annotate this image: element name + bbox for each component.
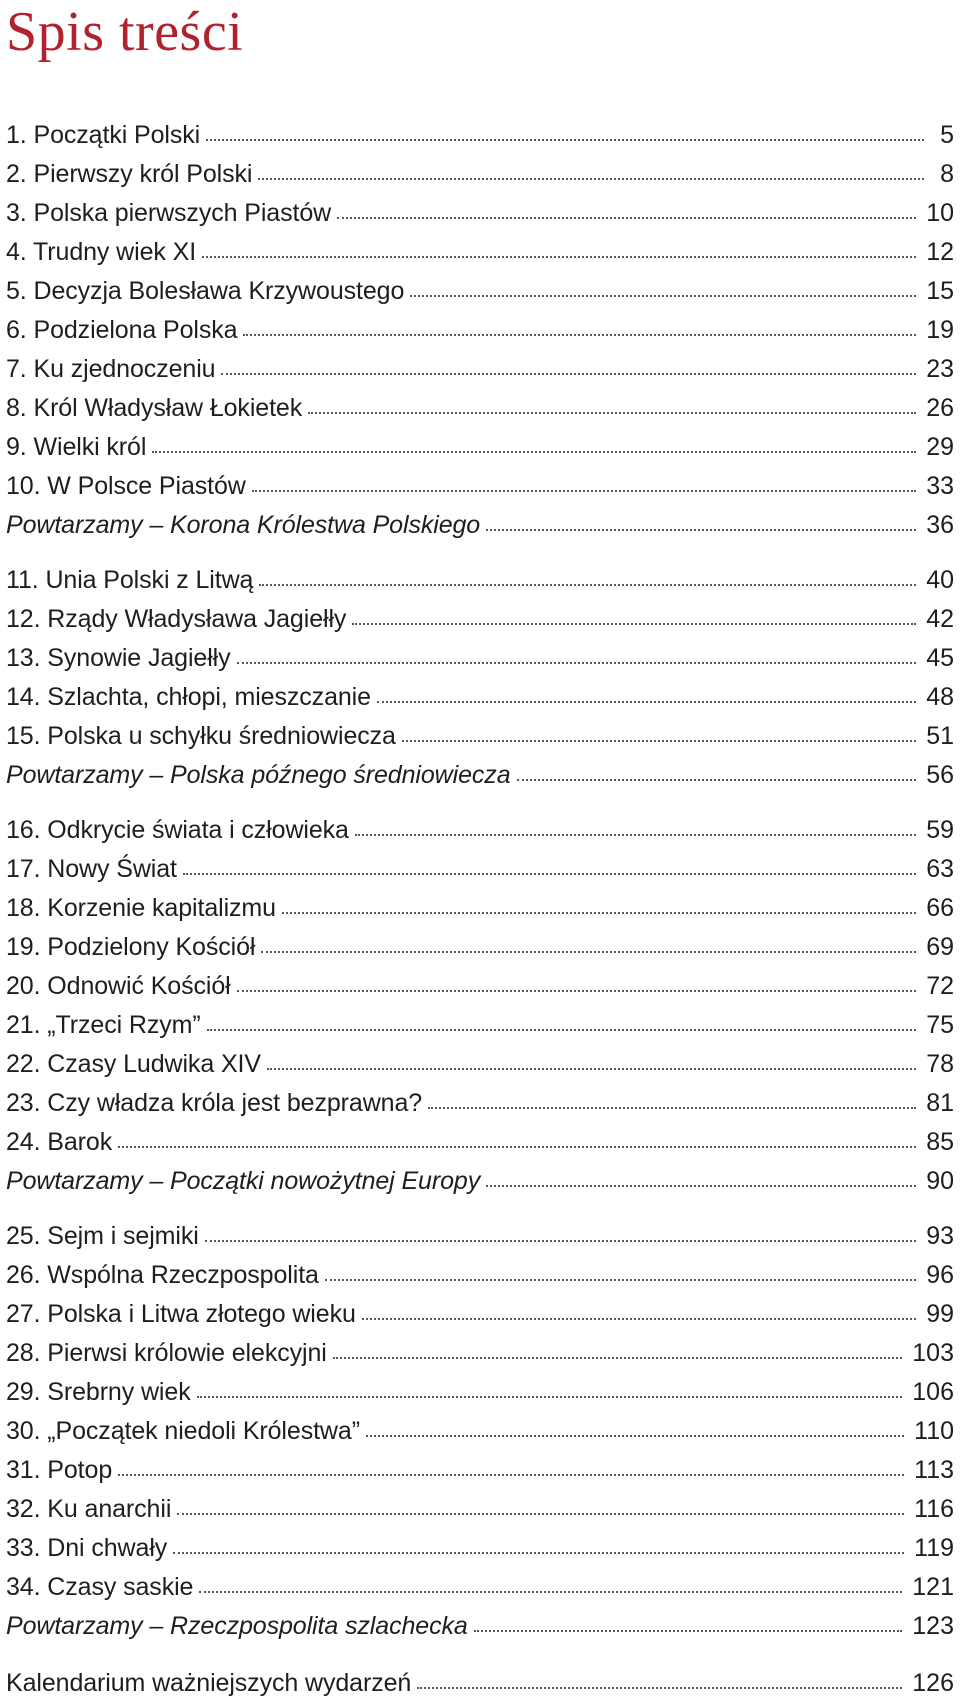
toc-entry-title: 22. Czasy Ludwika XIV bbox=[6, 1050, 261, 1078]
toc-entry-title: 18. Korzenie kapitalizmu bbox=[6, 894, 276, 922]
dot-leader bbox=[417, 1685, 902, 1689]
dot-leader bbox=[197, 1394, 903, 1398]
dot-leader bbox=[118, 1144, 916, 1148]
toc-entry[interactable] bbox=[6, 717, 958, 756]
toc-page-number: 103 bbox=[912, 1339, 954, 1367]
toc-page-number: 110 bbox=[914, 1417, 954, 1445]
toc-appendix-entry[interactable] bbox=[6, 1664, 958, 1703]
toc-entry-title: 15. Polska u schyłku średniowiecza bbox=[6, 722, 396, 750]
dot-leader bbox=[352, 621, 916, 625]
toc-entry[interactable] bbox=[6, 1490, 958, 1529]
dot-leader bbox=[337, 215, 916, 219]
page-title: Spis treści bbox=[6, 1, 244, 63]
dot-leader bbox=[517, 777, 917, 781]
toc-entry-title: 1. Początki Polski bbox=[6, 121, 201, 149]
dot-leader bbox=[183, 871, 916, 875]
dot-leader bbox=[258, 176, 924, 180]
toc-page-number: 106 bbox=[912, 1378, 954, 1406]
toc-entry[interactable] bbox=[6, 1334, 958, 1373]
toc-entry[interactable] bbox=[6, 350, 958, 389]
toc-page-number: 56 bbox=[926, 761, 954, 789]
dot-leader bbox=[486, 1183, 916, 1187]
toc-page-number: 23 bbox=[926, 355, 954, 383]
toc-entry-title: 14. Szlachta, chłopi, mieszczanie bbox=[6, 683, 371, 711]
toc-page-number: 51 bbox=[926, 722, 954, 750]
toc-entry-title: 16. Odkrycie świata i człowieka bbox=[6, 816, 349, 844]
dot-leader bbox=[486, 527, 916, 531]
toc-entry[interactable] bbox=[6, 1412, 958, 1451]
toc-page-number: 15 bbox=[926, 277, 954, 305]
toc-entry-title: Powtarzamy – Rzeczpospolita szlachecka bbox=[6, 1612, 468, 1640]
toc-entry[interactable] bbox=[6, 311, 958, 350]
toc-page-number: 113 bbox=[914, 1456, 954, 1484]
toc-entry-title: 6. Podzielona Polska bbox=[6, 316, 238, 344]
toc-entry[interactable] bbox=[6, 1373, 958, 1412]
toc-entry[interactable] bbox=[6, 1006, 958, 1045]
toc-entry-title: 27. Polska i Litwa złotego wieku bbox=[6, 1300, 356, 1328]
toc-entry-title: 33. Dni chwały bbox=[6, 1534, 168, 1562]
toc-page-number: 45 bbox=[926, 644, 954, 672]
toc-entry[interactable] bbox=[6, 1256, 958, 1295]
toc-entry[interactable] bbox=[6, 967, 958, 1006]
toc-entry-title: 20. Odnowić Kościół bbox=[6, 972, 231, 1000]
toc-entry[interactable] bbox=[6, 194, 958, 233]
toc-entry-title: Powtarzamy – Polska późnego średniowiecza bbox=[6, 761, 511, 789]
toc-entry-title: Kalendarium ważniejszych wydarzeń bbox=[6, 1669, 412, 1697]
toc-entry-title: 34. Czasy saskie bbox=[6, 1573, 194, 1601]
dot-leader bbox=[410, 293, 916, 297]
toc-entry[interactable] bbox=[6, 928, 958, 967]
toc-page-number: 121 bbox=[912, 1573, 954, 1601]
toc-page-number: 19 bbox=[926, 316, 954, 344]
toc-page-number: 8 bbox=[940, 160, 954, 188]
dot-leader bbox=[402, 738, 916, 742]
dot-leader bbox=[325, 1277, 916, 1281]
toc-entry[interactable] bbox=[6, 116, 958, 155]
toc-entry-title: 11. Unia Polski z Litwą bbox=[6, 566, 254, 594]
toc-entry[interactable] bbox=[6, 1529, 958, 1568]
toc-entry-title: 8. Król Władysław Łokietek bbox=[6, 394, 303, 422]
toc-page-number: 63 bbox=[926, 855, 954, 883]
toc-page-number: 81 bbox=[926, 1089, 954, 1117]
toc-entry[interactable] bbox=[6, 561, 958, 600]
toc-entry[interactable] bbox=[6, 1045, 958, 1084]
toc-entry[interactable] bbox=[6, 639, 958, 678]
toc-entry-title: 9. Wielki król bbox=[6, 433, 147, 461]
toc-entry-title: 17. Nowy Świat bbox=[6, 855, 177, 883]
toc-page-number: 10 bbox=[926, 199, 954, 227]
dot-leader bbox=[237, 660, 917, 664]
toc-entry[interactable] bbox=[6, 1568, 958, 1607]
toc-entry-title: 19. Podzielony Kościół bbox=[6, 933, 256, 961]
toc-page-number: 123 bbox=[912, 1612, 954, 1640]
toc-page-number: 48 bbox=[926, 683, 954, 711]
dot-leader bbox=[428, 1105, 916, 1109]
toc-review-entry[interactable] bbox=[6, 1607, 958, 1646]
dot-leader bbox=[221, 371, 916, 375]
toc-entry[interactable] bbox=[6, 1217, 958, 1256]
toc-entry-title: 23. Czy władza króla jest bezprawna? bbox=[6, 1089, 423, 1117]
dot-leader bbox=[243, 332, 916, 336]
toc-page-number: 75 bbox=[926, 1011, 954, 1039]
toc-entry[interactable] bbox=[6, 1084, 958, 1123]
toc-entry[interactable] bbox=[6, 811, 958, 850]
table-of-contents bbox=[6, 116, 958, 1703]
toc-entry[interactable] bbox=[6, 428, 958, 467]
toc-entry[interactable] bbox=[6, 850, 958, 889]
toc-entry[interactable] bbox=[6, 233, 958, 272]
dot-leader bbox=[308, 410, 916, 414]
dot-leader bbox=[152, 449, 916, 453]
toc-entry-title: 10. W Polsce Piastów bbox=[6, 472, 246, 500]
dot-leader bbox=[206, 137, 924, 141]
toc-review-entry[interactable] bbox=[6, 756, 958, 795]
toc-page-number: 59 bbox=[926, 816, 954, 844]
toc-entry[interactable] bbox=[6, 1295, 958, 1334]
toc-entry-title: 26. Wspólna Rzeczpospolita bbox=[6, 1261, 319, 1289]
toc-entry-title: 28. Pierwsi królowie elekcyjni bbox=[6, 1339, 327, 1367]
dot-leader bbox=[355, 832, 916, 836]
toc-entry-title: 5. Decyzja Bolesława Krzywoustego bbox=[6, 277, 405, 305]
toc-entry[interactable] bbox=[6, 467, 958, 506]
dot-leader bbox=[377, 699, 916, 703]
toc-entry-title: 21. „Trzeci Rzym” bbox=[6, 1011, 201, 1039]
toc-page-number: 66 bbox=[926, 894, 954, 922]
toc-page-number: 26 bbox=[926, 394, 954, 422]
dot-leader bbox=[173, 1550, 904, 1554]
toc-review-entry[interactable] bbox=[6, 1162, 958, 1201]
toc-entry[interactable] bbox=[6, 389, 958, 428]
dot-leader bbox=[199, 1589, 902, 1593]
toc-page-number: 29 bbox=[926, 433, 954, 461]
toc-entry-title: 7. Ku zjednoczeniu bbox=[6, 355, 216, 383]
toc-page-number: 42 bbox=[926, 605, 954, 633]
toc-page-number: 119 bbox=[914, 1534, 954, 1562]
dot-leader bbox=[202, 254, 916, 258]
dot-leader bbox=[261, 949, 916, 953]
toc-entry-title: 30. „Początek niedoli Królestwa” bbox=[6, 1417, 360, 1445]
toc-entry[interactable] bbox=[6, 155, 958, 194]
toc-entry-title: 3. Polska pierwszych Piastów bbox=[6, 199, 332, 227]
toc-entry-title: 29. Srebrny wiek bbox=[6, 1378, 191, 1406]
toc-page-number: 85 bbox=[926, 1128, 954, 1156]
toc-entry[interactable] bbox=[6, 889, 958, 928]
toc-page-number: 69 bbox=[926, 933, 954, 961]
dot-leader bbox=[237, 988, 917, 992]
toc-entry-title: 12. Rządy Władysława Jagiełły bbox=[6, 605, 347, 633]
dot-leader bbox=[118, 1472, 904, 1476]
toc-entry-title: 32. Ku anarchii bbox=[6, 1495, 172, 1523]
dot-leader bbox=[267, 1066, 916, 1070]
toc-page-number: 99 bbox=[926, 1300, 954, 1328]
dot-leader bbox=[474, 1628, 903, 1632]
toc-entry-title: Powtarzamy – Początki nowożytnej Europy bbox=[6, 1167, 481, 1195]
toc-review-entry[interactable] bbox=[6, 506, 958, 545]
toc-entry-title: 13. Synowie Jagiełły bbox=[6, 644, 231, 672]
toc-page-number: 72 bbox=[926, 972, 954, 1000]
dot-leader bbox=[362, 1316, 916, 1320]
toc-page-number: 90 bbox=[926, 1167, 954, 1195]
toc-entry[interactable] bbox=[6, 272, 958, 311]
toc-page-number: 93 bbox=[926, 1222, 954, 1250]
toc-entry-title: 25. Sejm i sejmiki bbox=[6, 1222, 199, 1250]
dot-leader bbox=[282, 910, 916, 914]
dot-leader bbox=[177, 1511, 904, 1515]
toc-page-number: 126 bbox=[912, 1669, 954, 1697]
dot-leader bbox=[205, 1238, 916, 1242]
toc-entry-title: 4. Trudny wiek XI bbox=[6, 238, 197, 266]
toc-entry[interactable] bbox=[6, 1123, 958, 1162]
toc-page-number: 5 bbox=[940, 121, 954, 149]
toc-page-number: 40 bbox=[926, 566, 954, 594]
toc-entry[interactable] bbox=[6, 678, 958, 717]
dot-leader bbox=[366, 1433, 904, 1437]
toc-page-number: 33 bbox=[926, 472, 954, 500]
toc-page-number: 116 bbox=[914, 1495, 954, 1523]
toc-entry-title: 31. Potop bbox=[6, 1456, 113, 1484]
toc-entry[interactable] bbox=[6, 1451, 958, 1490]
toc-page-number: 78 bbox=[926, 1050, 954, 1078]
toc-page-number: 96 bbox=[926, 1261, 954, 1289]
toc-entry-title: 2. Pierwszy król Polski bbox=[6, 160, 253, 188]
dot-leader bbox=[252, 488, 916, 492]
toc-entry-title: 24. Barok bbox=[6, 1128, 113, 1156]
dot-leader bbox=[259, 582, 916, 586]
toc-page-number: 12 bbox=[926, 238, 954, 266]
toc-page-number: 36 bbox=[926, 511, 954, 539]
dot-leader bbox=[207, 1027, 917, 1031]
toc-entry[interactable] bbox=[6, 600, 958, 639]
dot-leader bbox=[333, 1355, 903, 1359]
toc-entry-title: Powtarzamy – Korona Królestwa Polskiego bbox=[6, 511, 481, 539]
